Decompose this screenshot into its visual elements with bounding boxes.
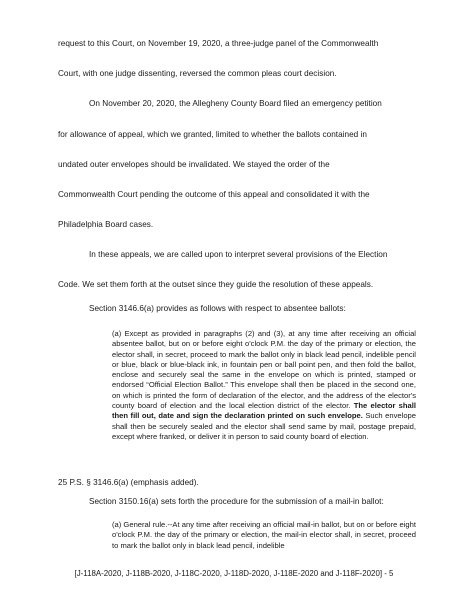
body-line-6: Commonwealth Court pending the outcome of this appeal and consolidated it with the [58,190,370,199]
block-quote-absentee [112,329,416,442]
paragraph-election-code: In these appeals, we are called upon to interpret several provisions of the Election [89,250,388,259]
quote-emphasis: The elector shall then fill out, date and sign the declaration printed on such envelope. [112,401,416,421]
quote-text-continued: Such envelope shall then be securely sealed and the elector shall send same by mail, postage prepaid, except where franked, or deliver it in person to said county board of election. [112,411,416,441]
block-quote-mail-in [112,520,416,551]
body-line-4: for allowance of appeal, which we granted, limited to whether the ballots contained in [58,130,367,139]
body-line-7: Philadelphia Board cases. [58,220,154,229]
paragraph-allegheny-petition: On November 20, 2020, the Allegheny County Board filed an emergency petition [89,99,382,108]
body-line-2: Court, with one judge dissenting, reversed the common pleas court decision. [58,69,337,78]
citation: 25 P.S. § 3146.6(a) (emphasis added). [58,478,199,487]
body-line-9: Code. We set them forth at the outset since they guide the resolution of these appeals. [58,280,374,289]
section-3150-intro: Section 3150.16(a) sets forth the procedure for the submission of a mail-in ballot: [89,497,384,506]
quote-text: (a) General rule.--At any time after receiving an official mail-in ballot, but on or before eight o'clock P.M. the day of the primary or election, the mail-in elector shall, in secret, proceed to mark the ballot only in black lead pencil, indelible [112,520,416,550]
body-line-1: request to this Court, on November 19, 2020, a three-judge panel of the Commonwealth [58,39,379,48]
quote-text: (a) Except as provided in paragraphs (2) and (3), at any time after receiving an official absentee ballot, but on or before eight o'clock P.M. the day of the primary or election, the elector shall, in secret, proceed to mark the ballot only in black lead pencil, indelible pencil or blue, black or blue-black ink, in fountain pen or ball point pen, and then fold the ballot, enclose and securely seal the same in the envelope on which is printed, stamped or endorsed “Official Election Ballot.” This envelope shall then be placed in the second one, on which is printed the form of declaration of the elector, and the address of the elector's county board of election and the local election district of the elector. [112,329,416,411]
section-3146-intro: Section 3146.6(a) provides as follows with respect to absentee ballots: [89,304,346,313]
page-footer: [J-118A-2020, J-118B-2020, J-118C-2020, J-118D-2020, J-118E-2020 and J-118F-2020] - 5 [74,569,394,578]
body-line-5: undated outer envelopes should be invalidated. We stayed the order of the [58,160,330,169]
